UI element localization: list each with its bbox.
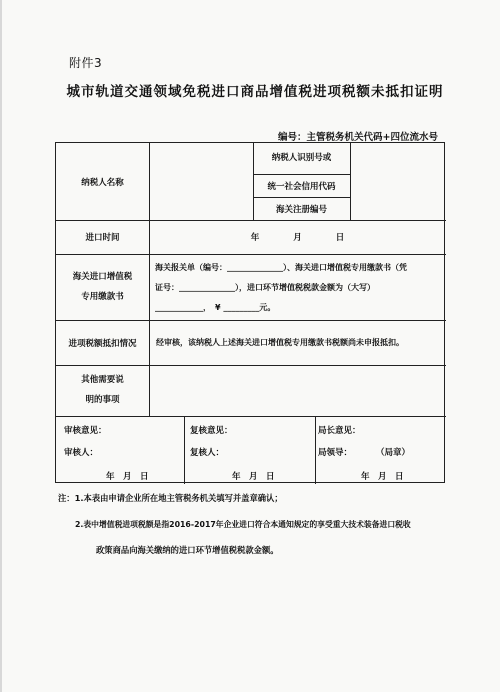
reviewer-label: 审核人： xyxy=(64,448,99,458)
review-date: 年 月 日 xyxy=(106,472,149,482)
attachment-label: 附件3 xyxy=(69,56,103,70)
other-matters-value[interactable] xyxy=(149,365,446,416)
vat-certificate-line2: 证号：______________），进口环节增值税税款金额为（大写） xyxy=(155,283,375,292)
vat-certificate-label xyxy=(56,254,149,320)
vat-certificate-line1: 海关报关单（编号：______________）、海关进口增值税专用缴款书（凭 xyxy=(155,263,407,272)
vat-certificate-label-line1: 海关进口增值税 xyxy=(72,271,133,282)
vat-certificate-label-line2: 专用缴款书 xyxy=(81,292,124,302)
recheck-date: 年 月 日 xyxy=(232,472,275,482)
customs-registration-value[interactable] xyxy=(350,197,446,220)
certificate-form xyxy=(55,142,445,483)
note-3: 政策商品向海关缴纳的进口环节增值税税款金额。 xyxy=(96,545,279,555)
other-matters-label-line1: 其他需要说 xyxy=(81,374,124,385)
other-matters-label xyxy=(56,365,149,416)
note-2: 2.表中增值税进项税额是指2016-2017年企业进口符合本通知规定的享受重大技术装备进口税收 xyxy=(75,520,411,529)
director-signer-label: 局领导： xyxy=(318,448,353,458)
serial-number-label: 编号：主管税务机关代码+四位流水号 xyxy=(278,132,438,143)
note-1: 注：1.本表由申请企业所在地主管税务机关填写并盖章确认； xyxy=(58,493,283,503)
vat-certificate-line3: ____________， ¥ _________元。 xyxy=(155,303,276,312)
deduction-status-label: 进项税额抵扣情况 xyxy=(68,338,137,349)
bureau-seal-label: （局章） xyxy=(376,448,411,458)
tax-id-value[interactable] xyxy=(350,143,446,197)
customs-registration-label: 海关注册编号 xyxy=(275,204,327,215)
taxpayer-name-label: 纳税人名称 xyxy=(81,177,124,188)
review-opinion-label: 审核意见： xyxy=(64,426,107,436)
vat-certificate-details[interactable] xyxy=(155,258,445,320)
tax-id-label-line2: 统一社会信用代码 xyxy=(267,181,336,192)
deduction-status-text: 经审核，该纳税人上述海关进口增值税专用缴款书税额尚未申报抵扣。 xyxy=(156,338,404,347)
other-matters-label-line2: 明的事项 xyxy=(85,394,120,405)
recheck-opinion-label: 复核意见： xyxy=(190,426,233,436)
director-date: 年 月 日 xyxy=(361,472,404,482)
tax-id-label-line1: 纳税人识别号或 xyxy=(271,153,332,164)
rechecker-label: 复核人： xyxy=(190,448,225,458)
document-title: 城市轨道交通领域免税进口商品增值税进项税额未抵扣证明 xyxy=(66,84,444,100)
import-time-value[interactable]: 年 月 日 xyxy=(250,233,345,243)
tax-id-label xyxy=(253,143,350,174)
import-time-label: 进口时间 xyxy=(85,233,120,243)
taxpayer-name-value[interactable] xyxy=(149,143,253,220)
director-opinion-label: 局长意见： xyxy=(318,426,361,436)
